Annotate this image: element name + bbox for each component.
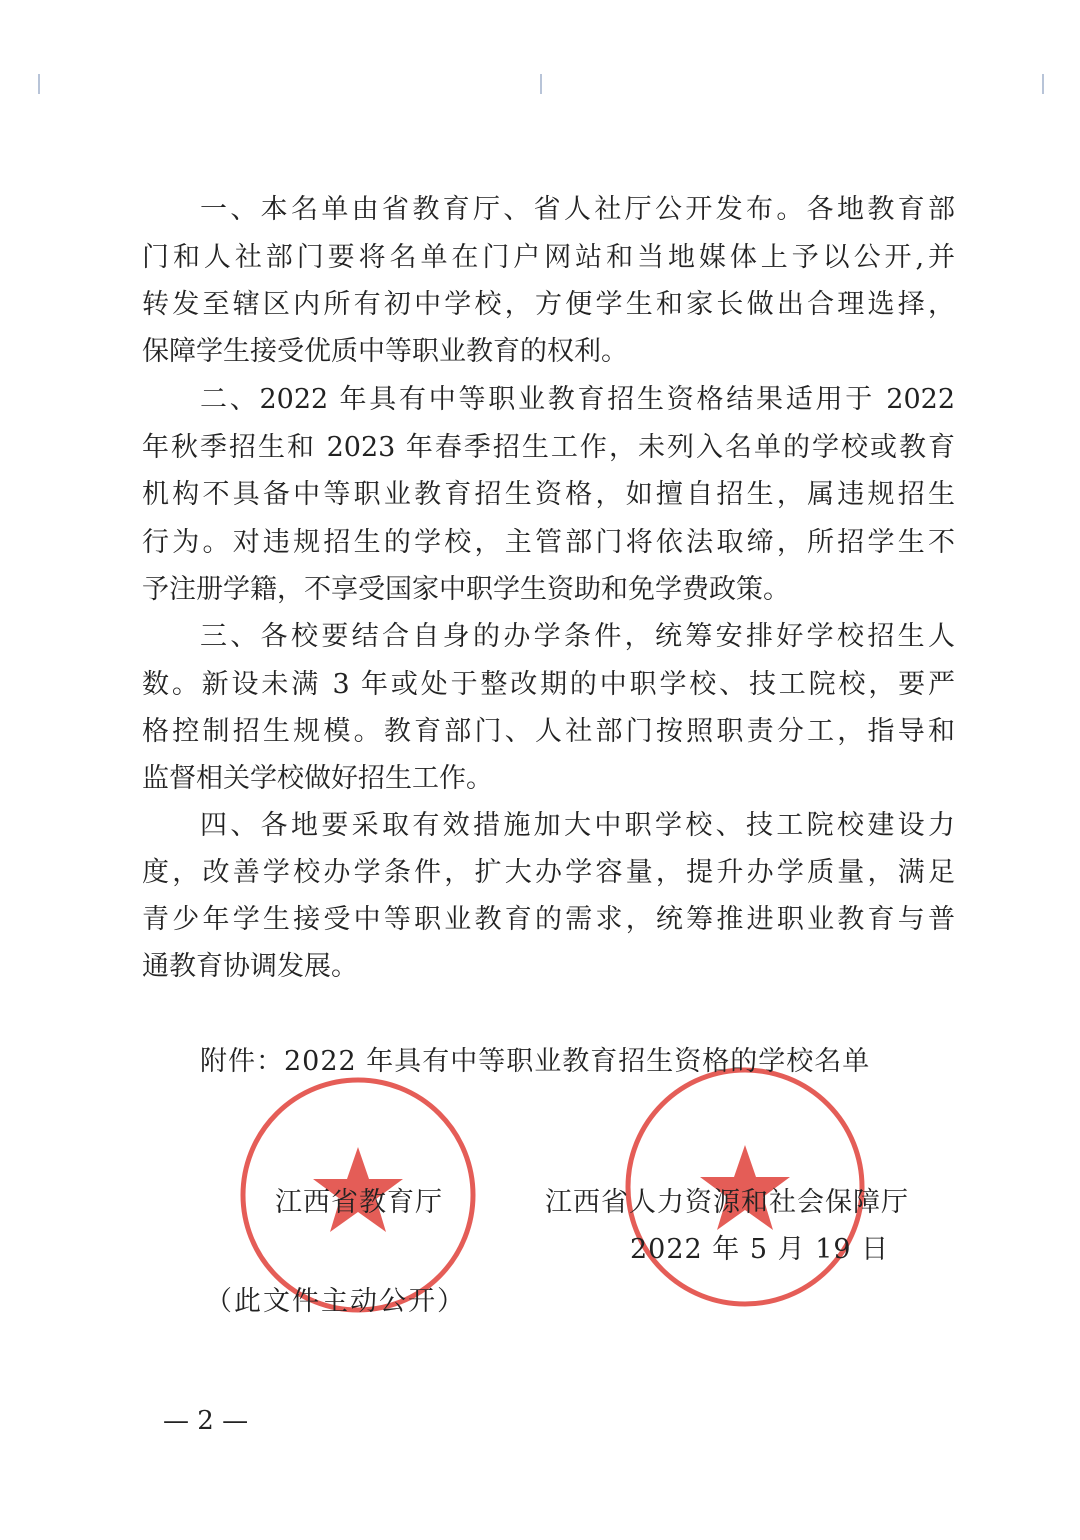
- binding-mark: [1042, 74, 1044, 94]
- attachment-line: 附件：2022 年具有中等职业教育招生资格的学校名单: [200, 1046, 871, 1077]
- paragraph-4-line: 度，改善学校办学条件，扩大办学容量，提升办学质量，满足: [142, 857, 955, 888]
- paragraph-2-line: 行为。对违规招生的学校，主管部门将依法取缔，所招学生不: [142, 527, 955, 558]
- paragraph-3-line: 数。新设未满 3 年或处于整改期的中职学校、技工院校，要严: [142, 669, 955, 700]
- paragraph-3-line: 监督相关学校做好招生工作。: [142, 763, 493, 794]
- binding-mark: [38, 74, 40, 94]
- issue-date: 2022 年 5 月 19 日: [630, 1234, 890, 1265]
- paragraph-1-line: 转发至辖区内所有初中学校，方便学生和家长做出合理选择，: [142, 289, 955, 320]
- paragraph-2-line: 年秋季招生和 2023 年春季招生工作，未列入名单的学校或教育: [142, 432, 955, 463]
- signer-left: 江西省教育厅: [275, 1187, 443, 1218]
- disclosure-note: （此文件主动公开）: [205, 1286, 466, 1317]
- paragraph-2-line: 二、2022 年具有中等职业教育招生资格结果适用于 2022: [200, 384, 955, 415]
- paragraph-1-line: 保障学生接受优质中等职业教育的权利。: [142, 336, 628, 367]
- paragraph-1-line: 门和人社部门要将名单在门户网站和当地媒体上予以公开,并: [142, 242, 955, 273]
- signer-right: 江西省人力资源和社会保障厅: [545, 1187, 909, 1218]
- paragraph-2-line: 予注册学籍，不享受国家中职学生资助和免学费政策。: [142, 574, 790, 605]
- paragraph-4-line: 通教育协调发展。: [142, 951, 358, 982]
- binding-mark: [540, 74, 542, 94]
- paragraph-4-line: 青少年学生接受中等职业教育的需求，统筹推进职业教育与普: [142, 904, 955, 935]
- paragraph-1-line: 一、本名单由省教育厅、省人社厅公开发布。各地教育部: [200, 194, 955, 225]
- paragraph-4-line: 四、各地要采取有效措施加大中职学校、技工院校建设力: [200, 810, 955, 841]
- paragraph-2-line: 机构不具备中等职业教育招生资格，如擅自招生，属违规招生: [142, 479, 955, 510]
- paragraph-3-line: 三、各校要结合自身的办学条件，统筹安排好学校招生人: [200, 621, 955, 652]
- paragraph-3-line: 格控制招生规模。教育部门、人社部门按照职责分工，指导和: [142, 716, 955, 747]
- page-number: — 2 —: [163, 1406, 249, 1436]
